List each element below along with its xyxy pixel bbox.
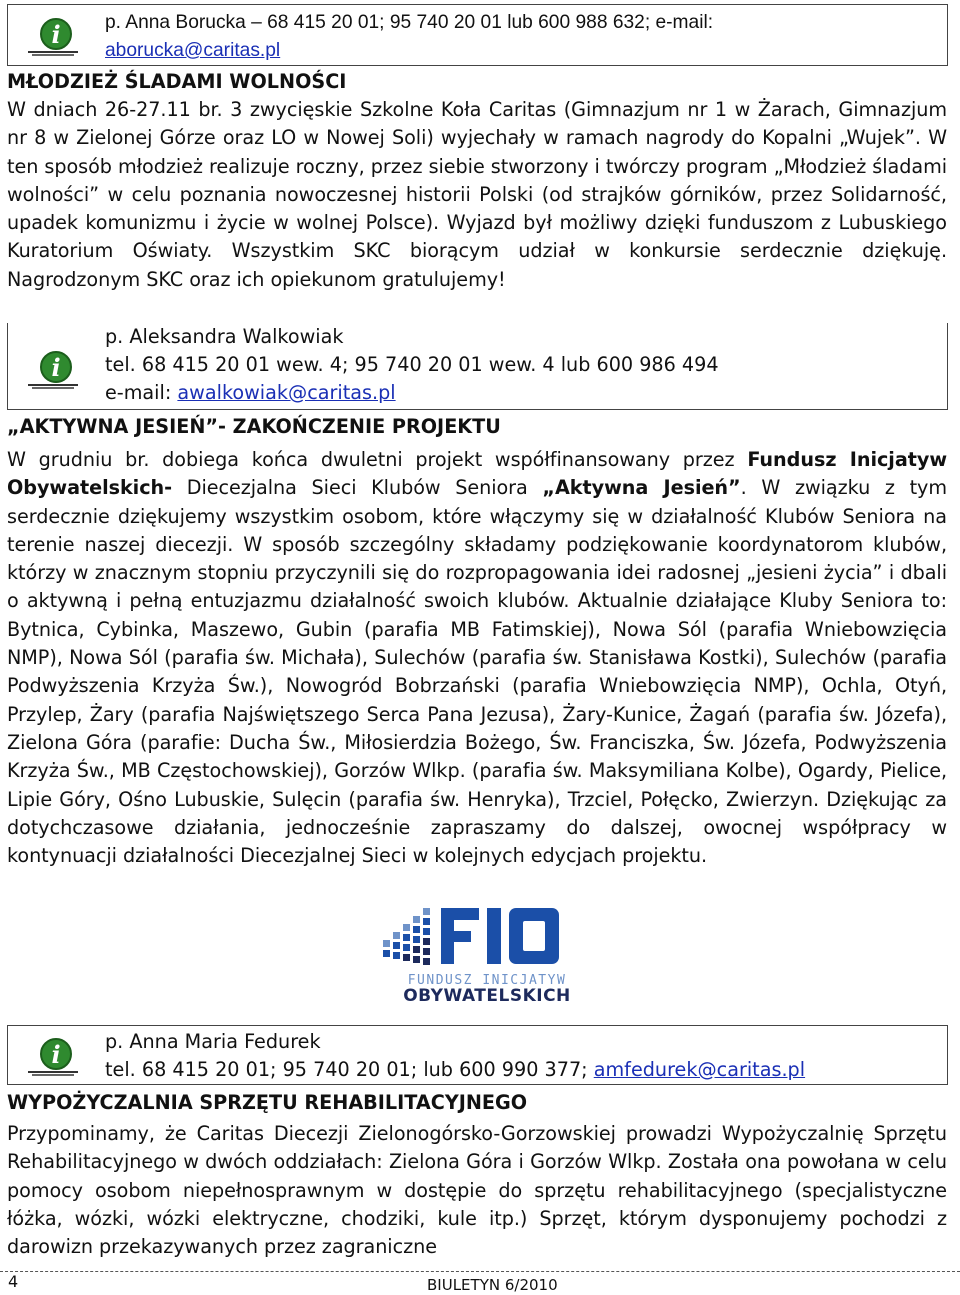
fio-logo	[375, 900, 595, 1005]
contact-box-borucka	[7, 4, 948, 66]
contact-line: p. Anna Borucka – 68 415 20 01; 95 740 20 01 lub 600 988 632; e-mail:	[105, 12, 714, 33]
svg-text:i: i	[51, 353, 61, 382]
contact-name: p. Anna Maria Fedurek	[105, 1030, 321, 1053]
contact-box-fedurek	[7, 1025, 948, 1085]
contact-box-walkowiak	[7, 323, 948, 410]
contact-tel: tel. 68 415 20 01; 95 740 20 01; lub 600 990 377;	[105, 1058, 594, 1081]
fio-logo-graphic	[375, 900, 595, 1005]
footer-divider	[0, 1271, 960, 1272]
svg-text:i: i	[51, 1040, 61, 1069]
svg-text:i: i	[51, 20, 61, 49]
publication-name: BIULETYN 6/2010	[427, 1276, 558, 1294]
section-body: W dniach 26-27.11 br. 3 zwycięskie Szkolne Koła Caritas (Gimnazjum nr 1 w Żarach, Gimnazjum nr 8 w Zielonej Górze oraz LO w Nowej Soli) wyjechały w ramach nagrody do Kopalni „Wujek”. W ten sposób młodzież realizuje roczny, przez siebie stworzony i twórczy program „Młodzież śladami wolności” w celu poznania nowoczesnej historii Polski (od strajków górników, przez Solidarność, upadek komunizmu i życie w wolnej Polsce). Wyjazd był możliwy dzięki funduszom z Lubuskiego Kuratorium Oświaty. Wszystkim SKC biorącym udział w konkursie serdecznie dziękuję. Nagrodzonym SKC oraz ich opiekunom gratulujemy!	[7, 98, 948, 291]
section-title: WYPOŻYCZALNIA SPRZĘTU REHABILITACYJNEGO	[7, 1091, 528, 1114]
info-icon	[26, 1034, 82, 1078]
section-body: Przypominamy, że Caritas Diecezji Zielonogórsko-Gorzowskiej prowadzi Wypożyczalnię Sprzętu Rehabilitacyjnego w dwóch oddziałach: Zielona Góra i Gorzów Wlkp. Została ona powołana w celu pomocy osobom niepełnosprawnym w dostępie do sprzętu rehabilitacyjnego (specjalistyczne łóżka, wózki, wózki elektryczne, chodziki, kule itp.) Sprzęt, którym dysponujemy pochodzi z darowizn przekazywanych przez zagraniczne	[7, 1122, 947, 1259]
section-body: W grudniu br. dobiega końca dwuletni projekt współfinansowany przez Fundusz Inicjatyw Obywatelskich- Diecezjalna Sieci Klubów Seniora „Aktywna Jesień”. W związku z tym serdecznie dziękujemy wszystkim osobom, które włączymy się w działalność Klubów Seniora na terenie naszej diecezji. W sposób szczególny składamy podziękowanie koordynatorom klubów, którzy w znacznym stopniu przyczynili się do rozpropagowania idei radosnej „jesieni życia” i dbali o aktywną i pełną entuzjazmu działalność swoich klubów. Aktualnie działające Kluby Seniora to: Bytnica, Cybinka, Maszewo, Gubin (parafia MB Fatimskiej), Nowa Sól (parafia Wniebowzięcia NMP), Nowa Sól (parafia św. Michała), Sulechów (parafia św. Stanisława Kostki), Sulechów (parafia Podwyższenia Krzyża Św.), Nowogród Bobrzański (parafia Wniebowzięcia NMP), Ochla, Otyń, Przylep, Żary (parafia Najświętszego Serca Pana Jezusa), Żary-Kunice, Żagań (parafia św. Józefa), Zielona Góra (parafie: Ducha Św., Miłosierdzia Bożego, Św. Franciszka, Św. Józefa, Podwyższenia Krzyża Św., MB Częstochowskiej), Gorzów Wlkp. (parafia św. Maksymiliana Kolbe), Ogardy, Pielice, Lipie Góry, Ośno Lubuskie, Sulęcin (parafia św. Henryka), Trzciel, Połęcko, Zwierzyn. Dziękując za dotychczasowe działania, jednocześnie zapraszamy do dalszej, owocnej współpracy w kontynuacji działalności Diecezjalnej Sieci w kolejnych edycjach projektu.	[7, 448, 947, 868]
email-link[interactable]: amfedurek@caritas.pl	[593, 1058, 806, 1081]
email-link[interactable]: aborucka@caritas.pl	[105, 40, 281, 61]
email-label: e-mail:	[105, 381, 178, 404]
contact-name: p. Aleksandra Walkowiak	[105, 325, 344, 348]
page-number: 4	[8, 1272, 19, 1291]
info-icon	[26, 347, 82, 391]
section-aktywna-jesien	[7, 413, 947, 870]
section-wypozyczalnia	[7, 1089, 947, 1261]
contact-tel: tel. 68 415 20 01 wew. 4; 95 740 20 01 wew. 4 lub 600 986 494	[105, 353, 719, 376]
email-link[interactable]: awalkowiak@caritas.pl	[177, 381, 396, 404]
section-title: MŁODZIEŻ ŚLADAMI WOLNOŚCI	[7, 70, 347, 93]
project-name: „Aktywna Jesień”	[542, 476, 741, 500]
section-mlodziez	[7, 68, 947, 294]
fund-name: Fundusz Inicjatyw Obywatelskich-	[7, 448, 947, 500]
section-title: „AKTYWNA JESIEŃ”- ZAKOŃCZENIE PROJEKTU	[7, 415, 501, 438]
logo-line2: OBYWATELSKICH	[403, 986, 571, 1005]
info-icon	[26, 14, 82, 58]
logo-line1: FUNDUSZ INICJATYW	[407, 973, 567, 988]
